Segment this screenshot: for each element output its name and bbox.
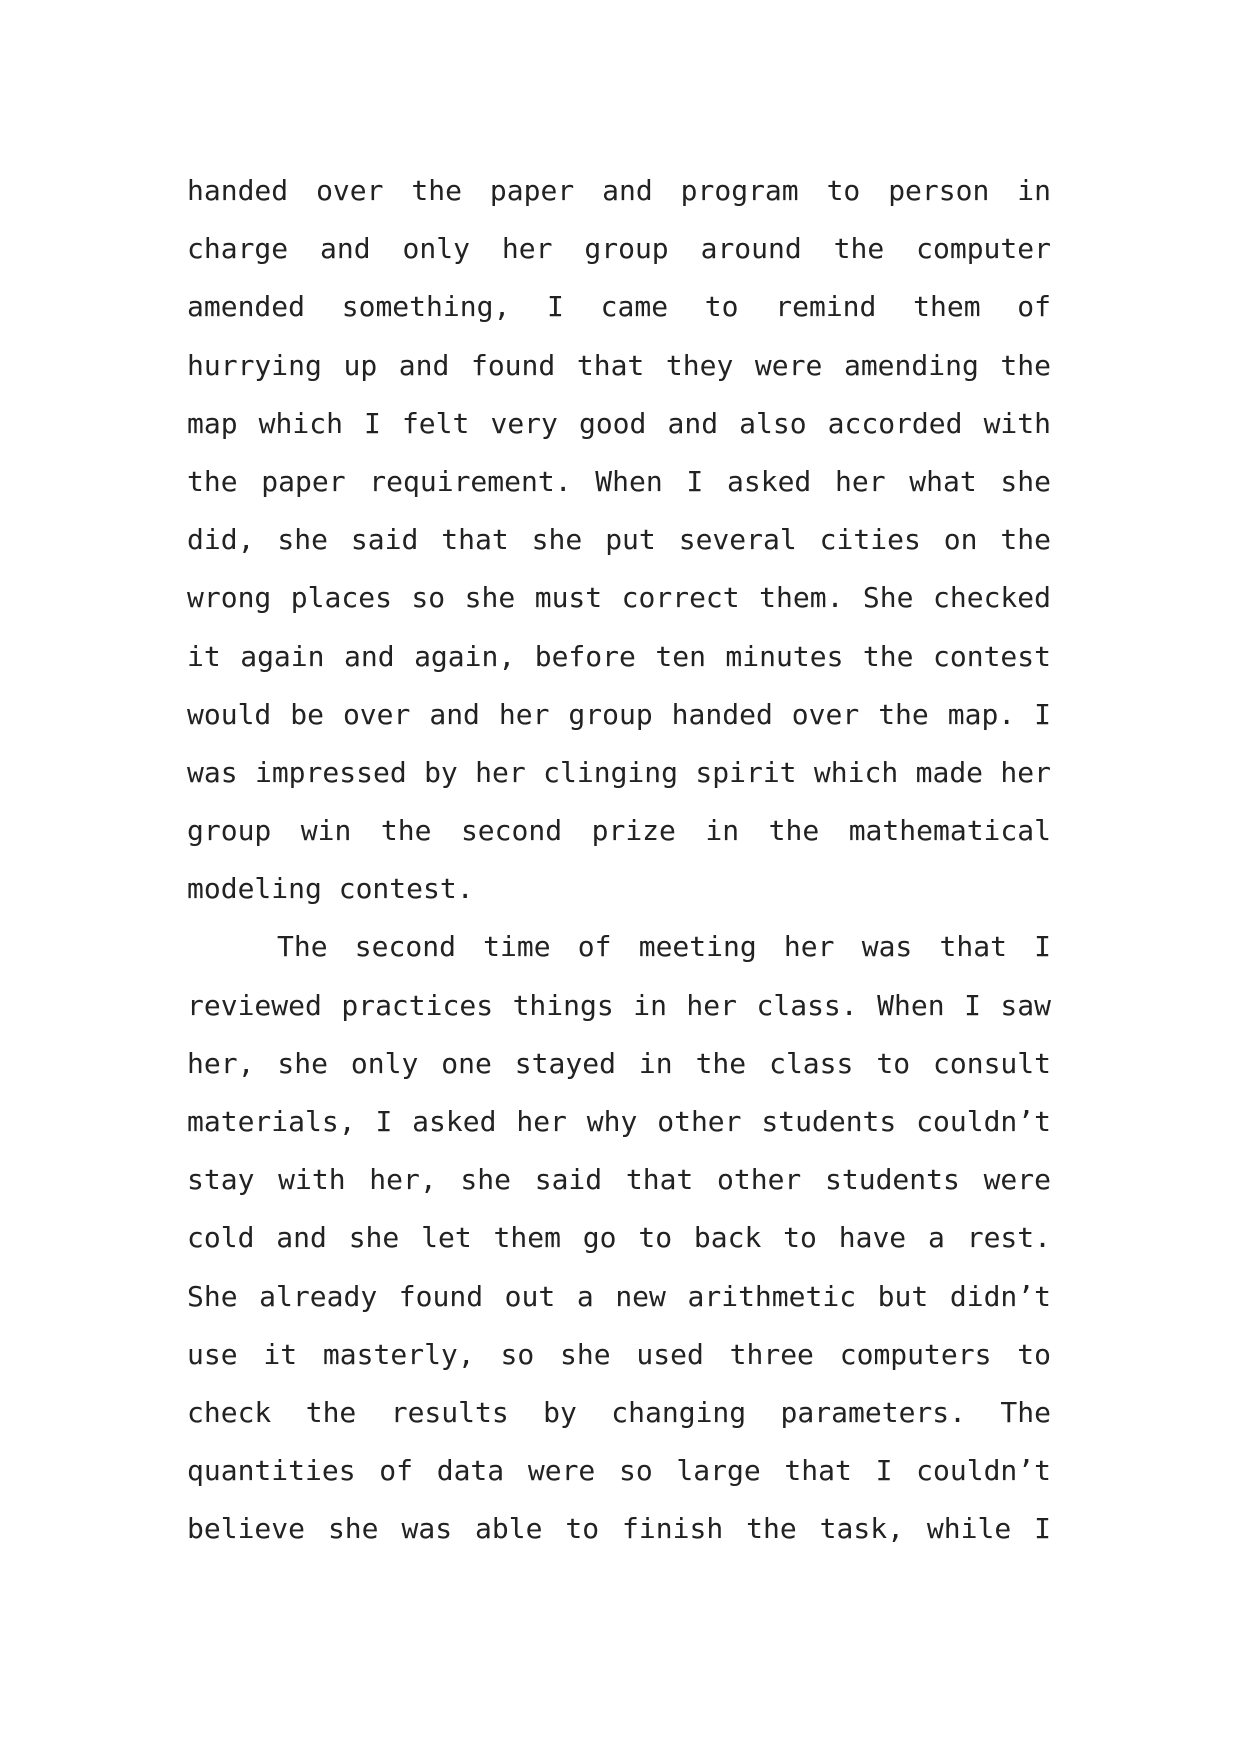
text-line: quantities of data were so large that I couldn’t xyxy=(187,1454,1051,1488)
text-line: group win the second prize in the mathematical xyxy=(187,814,1051,848)
text-line: The second time of meeting her was that I xyxy=(277,930,1051,964)
text-line: check the results by changing parameters. The xyxy=(187,1395,1051,1429)
text-line: the paper requirement. When I asked her what she xyxy=(187,464,1051,498)
text-line: wrong places so she must correct them. She checked xyxy=(187,581,1051,615)
text-line: materials, I asked her why other students couldn’t xyxy=(187,1105,1051,1138)
text-line: her, she only one stayed in the class to consult xyxy=(187,1046,1051,1080)
text-line: cold and she let them go to back to have a rest. xyxy=(187,1221,1051,1255)
text-line: handed over the paper and program to person in xyxy=(187,174,1051,207)
body-text xyxy=(187,162,1051,1559)
text-line: reviewed practices things in her class. When I saw xyxy=(187,988,1051,1022)
text-line: use it masterly, so she used three computers to xyxy=(187,1337,1051,1371)
text-line: amended something, I came to remind them of xyxy=(187,290,1051,324)
text-line: map which I felt very good and also accorded with xyxy=(187,406,1051,440)
text-line: believe she was able to finish the task, while I xyxy=(187,1512,1051,1546)
text-line: stay with her, she said that other students were xyxy=(187,1163,1051,1197)
text-line: did, she said that she put several cities on the xyxy=(187,523,1051,557)
text-line: She already found out a new arithmetic but didn’t xyxy=(187,1279,1051,1313)
text-line: hurrying up and found that they were amending the xyxy=(187,348,1051,382)
text-line: modeling contest. xyxy=(187,872,474,906)
text-line: it again and again, before ten minutes the contest xyxy=(187,639,1051,673)
text-line: would be over and her group handed over the map. I xyxy=(187,697,1051,731)
text-line: was impressed by her clinging spirit which made her xyxy=(187,755,1051,789)
text-line: charge and only her group around the computer xyxy=(187,232,1051,266)
